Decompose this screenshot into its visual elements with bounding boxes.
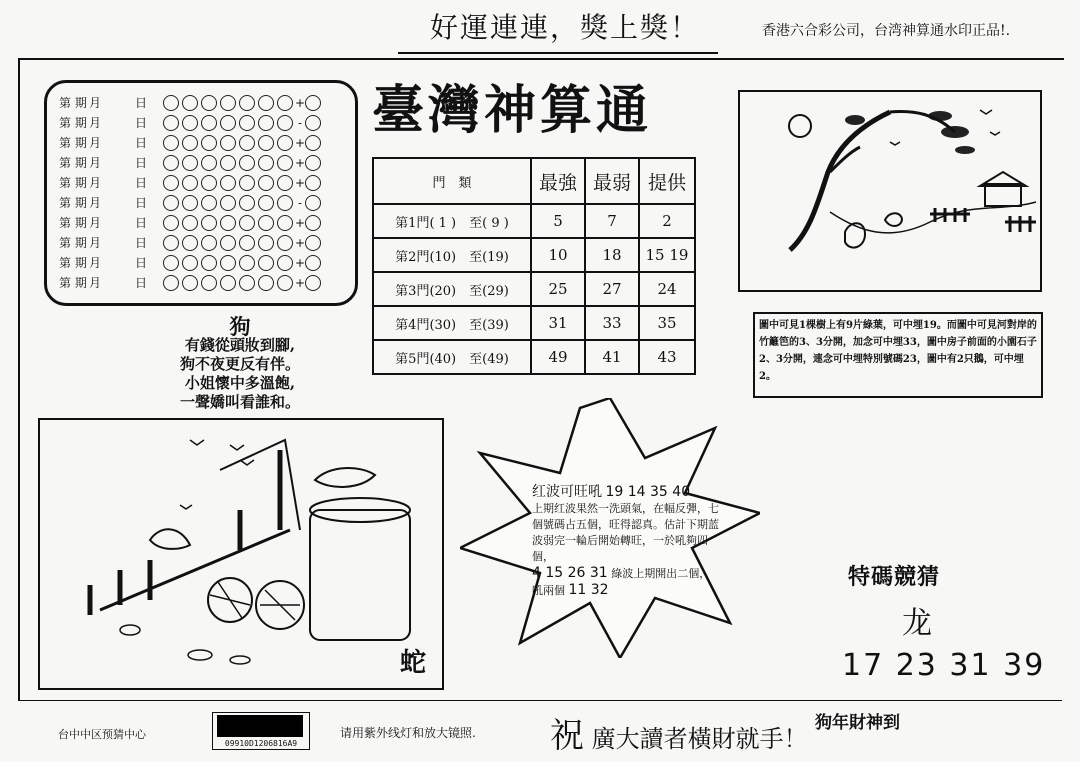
number-circle-icon: [258, 275, 274, 291]
footer-wish: [550, 708, 808, 757]
schedule-row: [59, 253, 321, 272]
number-circle-icon: [201, 195, 217, 211]
schedule-row: [59, 173, 321, 192]
special-guess-title: 特碼競猜: [848, 564, 941, 590]
schedule-month: 月: [89, 276, 102, 290]
schedule-sign: +: [295, 155, 306, 170]
number-circle-icon: [277, 235, 293, 251]
poem-line: 有錢從頭妝到腳,: [184, 336, 296, 354]
number-circle-icon: [182, 215, 198, 231]
number-circle-icon: [239, 235, 255, 251]
special-circle-icon: [305, 135, 321, 151]
schedule-sign: +: [295, 215, 306, 230]
company-watermark-text: 香港六合彩公司，台湾神算通水印正品!.: [762, 23, 1011, 39]
schedule-qi: 第 期: [59, 176, 87, 190]
schedule-box: [44, 80, 358, 306]
number-circle-icon: [277, 95, 293, 111]
table-row: [373, 340, 695, 374]
number-circle-icon: [163, 115, 179, 131]
poem-line: 一聲嬌叫看誰和。: [179, 393, 300, 411]
footer-year-greeting: 狗年財神到: [815, 713, 900, 733]
schedule-day: 日: [135, 136, 148, 150]
wish-text: 廣大讀者橫財就手！: [591, 725, 808, 753]
number-circle-icon: [201, 115, 217, 131]
number-circle-icon: [201, 95, 217, 111]
burst-commentary: [532, 484, 720, 599]
number-circle-icon: [239, 255, 255, 271]
number-circle-icon: [258, 175, 274, 191]
number-circle-icon: [182, 235, 198, 251]
schedule-qi: 第 期: [59, 236, 87, 250]
table-cell: 7: [585, 204, 639, 238]
schedule-sign: -: [297, 115, 303, 130]
schedule-sign: +: [295, 95, 306, 110]
number-circle-icon: [163, 195, 179, 211]
table-cell: 24: [639, 272, 695, 306]
schedule-month: 月: [89, 196, 102, 210]
table-header-weakest: 最弱: [585, 158, 639, 204]
schedule-month: 月: [89, 156, 102, 170]
schedule-row: [59, 213, 321, 232]
number-circle-icon: [220, 115, 236, 131]
special-circle-icon: [305, 195, 321, 211]
schedule-row: [59, 273, 321, 292]
number-circle-icon: [258, 195, 274, 211]
table-cell: 第5門(40) 至(49): [373, 340, 531, 374]
special-circle-icon: [305, 255, 321, 271]
schedule-row: [59, 233, 321, 252]
number-circle-icon: [220, 95, 236, 111]
schedule-month: 月: [89, 176, 102, 190]
schedule-qi: 第 期: [59, 156, 87, 170]
schedule-day: 日: [135, 236, 148, 250]
schedule-day: 日: [135, 276, 148, 290]
schedule-row: [59, 193, 321, 212]
schedule-month: 月: [89, 136, 102, 150]
schedule-month: 月: [89, 216, 102, 230]
number-circle-icon: [258, 155, 274, 171]
schedule-qi: 第 期: [59, 96, 87, 110]
schedule-day: 日: [135, 96, 148, 110]
schedule-day: 日: [135, 196, 148, 210]
door-table: [372, 157, 696, 375]
number-circle-icon: [220, 255, 236, 271]
number-circle-icon: [220, 155, 236, 171]
schedule-sign: +: [295, 275, 306, 290]
schedule-qi: 第 期: [59, 196, 87, 210]
number-circle-icon: [163, 215, 179, 231]
number-circle-icon: [182, 175, 198, 191]
table-cell: 31: [531, 306, 585, 340]
poem-line: 小姐懷中多溫飽,: [184, 374, 296, 392]
number-circle-icon: [239, 275, 255, 291]
table-cell: 27: [585, 272, 639, 306]
number-circle-icon: [220, 175, 236, 191]
special-circle-icon: [305, 155, 321, 171]
number-circle-icon: [239, 155, 255, 171]
wish-char: 祝: [550, 716, 584, 756]
number-circle-icon: [201, 255, 217, 271]
table-cell: 第3門(20) 至(29): [373, 272, 531, 306]
burst-nums-3: 11 32: [568, 582, 609, 598]
poem-line: 狗不夜更反有伴。: [179, 355, 300, 373]
poem-animal: 狗: [229, 314, 251, 339]
bird-melon-illustration: [38, 418, 444, 690]
frame-bottom-line: [18, 700, 1062, 701]
table-cell: 第2門(10) 至(19): [373, 238, 531, 272]
burst-head-nums: 19 14 35 40: [605, 484, 691, 500]
burst-body: 上期红波果然一洗頭氣，在幅反彈，七個號碼占五個，旺得認真。估計下期蓝波弱完一輪后開始轉旺，一於吼夠四個，: [532, 502, 719, 563]
number-circle-icon: [220, 275, 236, 291]
number-circle-icon: [258, 255, 274, 271]
schedule-qi: 第 期: [59, 256, 87, 270]
schedule-qi: 第 期: [59, 136, 87, 150]
number-circle-icon: [239, 195, 255, 211]
schedule-row: [59, 113, 321, 132]
number-circle-icon: [182, 255, 198, 271]
table-row: [373, 306, 695, 340]
number-circle-icon: [163, 255, 179, 271]
number-circle-icon: [220, 195, 236, 211]
number-circle-icon: [220, 215, 236, 231]
burst-head: 红波可旺吼: [532, 484, 602, 500]
schedule-qi: 第 期: [59, 216, 87, 230]
number-circle-icon: [201, 275, 217, 291]
number-circle-icon: [182, 195, 198, 211]
burst-tail: 綠波上期開出二個，吼兩個: [532, 567, 711, 597]
table-cell: 25: [531, 272, 585, 306]
special-circle-icon: [305, 235, 321, 251]
table-cell: 43: [639, 340, 695, 374]
number-circle-icon: [182, 135, 198, 151]
schedule-sign: +: [295, 175, 306, 190]
number-circle-icon: [182, 275, 198, 291]
footer-center-name: 台中中区预猜中心: [58, 728, 146, 741]
schedule-month: 月: [89, 116, 102, 130]
tree-river-illustration: [738, 90, 1042, 292]
number-circle-icon: [163, 95, 179, 111]
schedule-sign: -: [297, 195, 303, 210]
special-circle-icon: [305, 115, 321, 131]
table-header-category: 門 類: [373, 158, 531, 204]
number-circle-icon: [239, 175, 255, 191]
schedule-row: [59, 153, 321, 172]
number-circle-icon: [220, 135, 236, 151]
schedule-day: 日: [135, 116, 148, 130]
top-slogan: 好運連連，獎上獎！: [430, 11, 701, 44]
table-cell: 41: [585, 340, 639, 374]
table-cell: 第1門( 1 ) 至( 9 ): [373, 204, 531, 238]
number-circle-icon: [239, 215, 255, 231]
table-cell: 2: [639, 204, 695, 238]
table-row: [373, 272, 695, 306]
special-circle-icon: [305, 275, 321, 291]
slogan-underline: [398, 52, 718, 54]
number-circle-icon: [163, 235, 179, 251]
barcode-bars-icon: [217, 715, 303, 737]
schedule-month: 月: [89, 236, 102, 250]
schedule-day: 日: [135, 176, 148, 190]
schedule-row: [59, 133, 321, 152]
number-circle-icon: [239, 95, 255, 111]
table-cell: 15 19: [639, 238, 695, 272]
table-cell: 35: [639, 306, 695, 340]
special-guess-animal: 龙: [902, 606, 932, 641]
barcode: [212, 712, 310, 750]
schedule-row: [59, 93, 321, 112]
special-guess-numbers: 17 23 31 39: [842, 648, 1046, 683]
special-circle-icon: [305, 95, 321, 111]
schedule-day: 日: [135, 216, 148, 230]
number-circle-icon: [163, 135, 179, 151]
table-cell: 第4門(30) 至(39): [373, 306, 531, 340]
number-circle-icon: [201, 155, 217, 171]
dog-poem: [160, 314, 320, 412]
table-cell: 33: [585, 306, 639, 340]
number-circle-icon: [258, 135, 274, 151]
number-circle-icon: [239, 135, 255, 151]
uv-instruction: 请用紫外线灯和放大镜照.: [340, 726, 476, 740]
table-cell: 18: [585, 238, 639, 272]
table-header-strongest: 最強: [531, 158, 585, 204]
table-cell: 5: [531, 204, 585, 238]
table-cell: 49: [531, 340, 585, 374]
number-circle-icon: [163, 155, 179, 171]
barcode-number: 09910D1206816A9: [224, 739, 298, 748]
number-circle-icon: [201, 135, 217, 151]
number-circle-icon: [277, 175, 293, 191]
page-title: 臺灣神算通: [372, 80, 653, 141]
table-row: [373, 238, 695, 272]
table-row: [373, 204, 695, 238]
number-circle-icon: [258, 235, 274, 251]
burst-nums-2: 4 15 26 31: [532, 565, 608, 581]
number-circle-icon: [182, 115, 198, 131]
schedule-sign: +: [295, 235, 306, 250]
schedule-day: 日: [135, 256, 148, 270]
number-circle-icon: [277, 195, 293, 211]
schedule-month: 月: [89, 256, 102, 270]
number-circle-icon: [277, 255, 293, 271]
schedule-sign: +: [295, 135, 306, 150]
schedule-qi: 第 期: [59, 276, 87, 290]
number-circle-icon: [258, 115, 274, 131]
number-circle-icon: [201, 175, 217, 191]
table-header-provided: 提供: [639, 158, 695, 204]
schedule-sign: +: [295, 255, 306, 270]
number-circle-icon: [220, 235, 236, 251]
number-circle-icon: [277, 275, 293, 291]
number-circle-icon: [277, 155, 293, 171]
number-circle-icon: [163, 175, 179, 191]
number-circle-icon: [182, 155, 198, 171]
number-circle-icon: [182, 95, 198, 111]
number-circle-icon: [277, 215, 293, 231]
number-circle-icon: [239, 115, 255, 131]
picture-hint-note: 圖中可見1棵樹上有9片綠葉，可中埋19。而圖中可見河對岸的竹籬笆的3、3分開，加念可中埋33，圖中房子前面的小園石子2、3分開，連念可中埋特別號碼23，圖中有2只鵝，可中埋2。: [753, 312, 1043, 398]
schedule-month: 月: [89, 96, 102, 110]
number-circle-icon: [258, 215, 274, 231]
number-circle-icon: [277, 115, 293, 131]
number-circle-icon: [277, 135, 293, 151]
special-circle-icon: [305, 175, 321, 191]
number-circle-icon: [258, 95, 274, 111]
schedule-day: 日: [135, 156, 148, 170]
special-circle-icon: [305, 215, 321, 231]
snake-label: 蛇: [400, 648, 427, 678]
number-circle-icon: [163, 275, 179, 291]
schedule-qi: 第 期: [59, 116, 87, 130]
number-circle-icon: [201, 235, 217, 251]
table-cell: 10: [531, 238, 585, 272]
number-circle-icon: [201, 215, 217, 231]
